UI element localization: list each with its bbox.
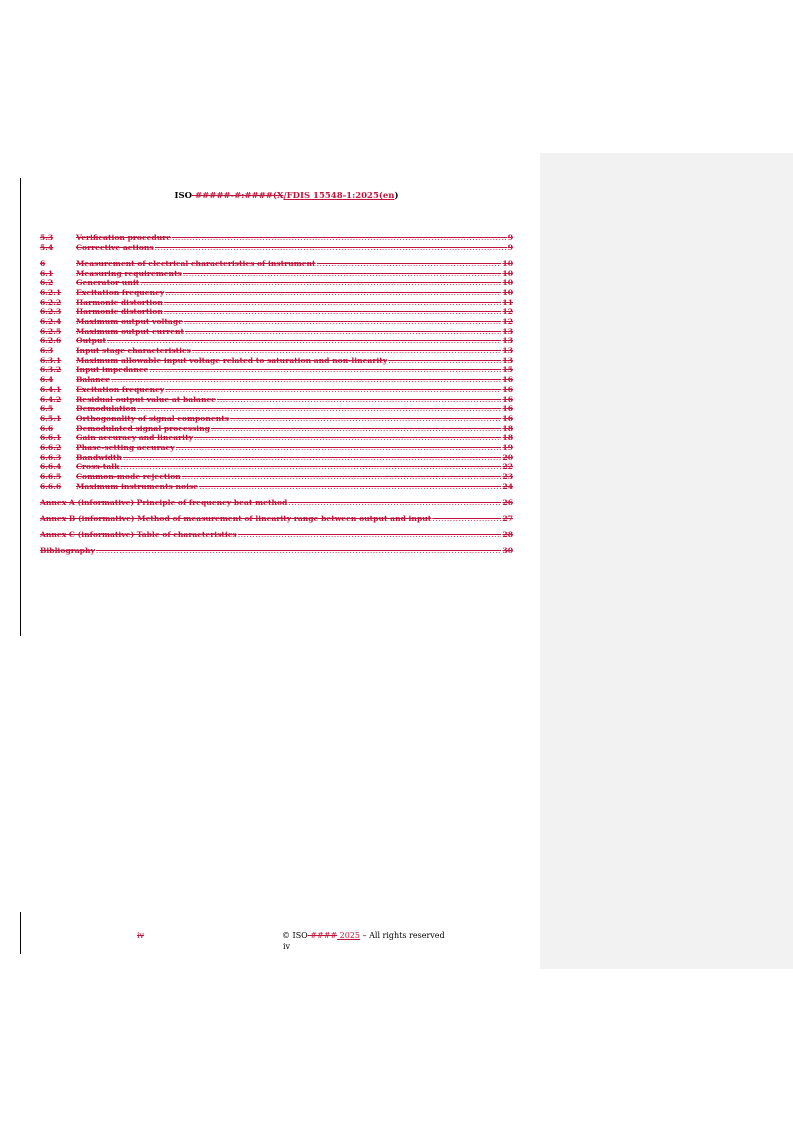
toc-entry[interactable] — [40, 317, 513, 327]
toc-entry-page: 18 — [502, 433, 513, 443]
toc-entry-page: 30 — [502, 546, 513, 556]
toc-entry-title: Residual output value at balance — [76, 394, 216, 404]
toc-entry-title: Harmonic distortion — [76, 307, 163, 317]
toc-entry-page: 12 — [502, 317, 513, 326]
toc-entry-title: Harmonic distortion — [76, 297, 163, 307]
document-header — [60, 191, 513, 201]
toc-dot-leader — [192, 346, 501, 356]
toc-dot-leader — [165, 385, 501, 395]
toc-entry-title: Maximum output voltage — [76, 317, 183, 326]
toc-entry-page: 10 — [502, 258, 513, 268]
toc-entry-title: Annex B (informative) Method of measurement of linearity range between output and input — [40, 514, 432, 524]
toc-entry[interactable] — [40, 530, 513, 540]
toc-entry[interactable] — [40, 404, 513, 414]
change-bar-top — [20, 178, 21, 636]
toc-entry-number: 6.1 — [40, 268, 54, 278]
toc-entry[interactable] — [40, 288, 513, 298]
toc-entry[interactable] — [40, 278, 513, 288]
toc-entry[interactable] — [40, 346, 513, 356]
toc-dot-leader — [238, 530, 502, 540]
toc-dot-leader — [96, 546, 502, 556]
toc-dot-leader — [120, 462, 501, 472]
toc-entry[interactable] — [40, 462, 513, 472]
toc-entry-page: 16 — [502, 404, 513, 414]
footer-inserted-year: 2025 — [337, 931, 361, 940]
footer-page-number: iv — [283, 942, 291, 951]
header-closing: ) — [394, 191, 399, 201]
toc-entry-page: 10 — [502, 278, 513, 288]
header-iso: ISO — [174, 191, 192, 201]
toc-entry-number: 6.2.1 — [40, 287, 62, 297]
toc-entry-title: Maximum instruments noise — [76, 481, 199, 491]
toc-entry-number: 5.3 — [40, 233, 54, 242]
toc-entry-page: 9 — [507, 242, 513, 252]
comment-pane — [540, 153, 793, 969]
toc-entry-page: 24 — [502, 481, 513, 491]
toc-entry-page: 19 — [502, 442, 513, 452]
toc-entry-page: 13 — [502, 346, 513, 356]
toc-entry-page: 22 — [502, 462, 513, 472]
table-of-contents — [40, 233, 513, 556]
toc-entry-title: Maximum allowable input voltage related to saturation and non-linearity — [76, 355, 388, 365]
toc-entry[interactable] — [40, 259, 513, 269]
toc-entry-page: 28 — [502, 530, 513, 540]
toc-entry[interactable] — [40, 514, 513, 524]
toc-entry-page: 26 — [502, 497, 513, 507]
toc-entry-page: 16 — [502, 384, 513, 394]
toc-entry-number: 6.3.1 — [40, 355, 62, 365]
toc-entry-title: Measurement of electrical characteristics of instrument — [76, 258, 316, 268]
toc-entry-number: 6.6 — [40, 423, 54, 433]
toc-dot-leader — [288, 498, 501, 508]
toc-entry[interactable] — [40, 482, 513, 492]
toc-entry-page: 9 — [507, 233, 513, 242]
toc-entry[interactable] — [40, 307, 513, 317]
toc-entry[interactable] — [40, 298, 513, 308]
toc-entry-page: 10 — [502, 287, 513, 297]
toc-entry-title: Cross-talk — [76, 462, 120, 472]
toc-entry[interactable] — [40, 336, 513, 346]
toc-entry-title: Input impedance — [76, 365, 149, 375]
toc-entry-page: 18 — [502, 423, 513, 433]
toc-entry-title: Input stage characteristics — [76, 346, 191, 356]
toc-entry[interactable] — [40, 414, 513, 424]
toc-entry-number: 6.3 — [40, 346, 54, 356]
toc-entry-number: 6.2.4 — [40, 317, 62, 326]
toc-entry-page: 20 — [502, 452, 513, 462]
toc-entry-number: 6.6.5 — [40, 472, 62, 481]
footer-copyright: © ISO — [282, 931, 308, 940]
toc-entry-number: 6 — [40, 258, 46, 268]
toc-dot-leader — [165, 288, 501, 298]
toc-entry-title: Bandwidth — [76, 452, 122, 462]
toc-entry[interactable] — [40, 269, 513, 279]
toc-entry[interactable] — [40, 385, 513, 395]
toc-entry[interactable] — [40, 375, 513, 385]
toc-dot-leader — [183, 269, 502, 279]
toc-dot-leader — [137, 404, 501, 414]
toc-entry-page: 27 — [502, 514, 513, 524]
toc-entry[interactable] — [40, 443, 513, 453]
toc-entry-number: 6.4.1 — [40, 384, 62, 394]
toc-entry-title: Common-mode rejection — [76, 472, 181, 481]
toc-entry-title: Verification procedure — [76, 233, 172, 242]
toc-entry-number: 6.2 — [40, 278, 54, 288]
page-footer — [137, 931, 445, 951]
toc-entry-title: Phase-setting accuracy — [76, 442, 175, 452]
toc-entry-title: Annex A (informative) Principle of frequency beat method — [40, 497, 288, 507]
toc-entry-title: Generator unit — [76, 278, 140, 288]
toc-dot-leader — [140, 278, 501, 288]
toc-entry-number: 6.4 — [40, 375, 54, 385]
toc-entry-title: Gain accuracy and linearity — [76, 433, 193, 443]
toc-entry-page: 10 — [502, 268, 513, 278]
toc-entry-page: 16 — [502, 375, 513, 385]
toc-entry-page: 11 — [502, 297, 513, 307]
toc-entry[interactable] — [40, 233, 513, 243]
toc-entry[interactable] — [40, 395, 513, 405]
footer-rights: – All rights reserved — [360, 931, 445, 940]
toc-entry-number: 6.2.5 — [40, 326, 62, 336]
footer-deleted-page: iv — [137, 931, 145, 940]
footer-deleted-year: #### — [307, 931, 338, 940]
toc-entry-number: 6.4.2 — [40, 394, 62, 404]
toc-dot-leader — [164, 298, 502, 308]
toc-dot-leader — [388, 356, 501, 366]
toc-dot-leader — [185, 327, 501, 337]
toc-entry-title: Demodulated signal processing — [76, 423, 210, 433]
toc-dot-leader — [317, 259, 502, 269]
toc-dot-leader — [182, 472, 502, 482]
toc-entry-title: Output — [76, 336, 106, 346]
toc-entry[interactable] — [40, 243, 513, 253]
toc-entry-number: 6.5 — [40, 404, 54, 414]
toc-entry-title: Measuring requirements — [76, 268, 182, 278]
toc-entry-number: 6.5.1 — [40, 413, 62, 423]
toc-entry-number: 6.2.2 — [40, 297, 62, 307]
toc-entry[interactable] — [40, 327, 513, 337]
toc-entry-number: 6.3.2 — [40, 365, 62, 375]
toc-entry-title: Demodulation — [76, 404, 137, 414]
toc-entry[interactable] — [40, 424, 513, 434]
toc-entry[interactable] — [40, 453, 513, 463]
toc-entry-title: Bibliography — [40, 546, 95, 556]
toc-entry-page: 13 — [502, 336, 513, 346]
header-inserted-ref: /FDIS 15548-1:2025(en — [283, 191, 395, 201]
toc-entry-page: 16 — [502, 394, 513, 404]
toc-entry-page: 16 — [502, 413, 513, 423]
toc-entry-page: 15 — [502, 365, 513, 375]
toc-entry-page: 13 — [502, 326, 513, 336]
toc-entry-page: 13 — [502, 355, 513, 365]
toc-dot-leader — [194, 433, 501, 443]
toc-dot-leader — [432, 514, 501, 524]
toc-entry[interactable] — [40, 433, 513, 443]
toc-entry[interactable] — [40, 472, 513, 482]
footer-copyright-line — [137, 931, 445, 940]
header-deleted-ref: #####-#:####(X — [192, 191, 284, 201]
toc-entry[interactable] — [40, 546, 513, 556]
toc-entry-number: 6.6.6 — [40, 481, 62, 491]
toc-entry-title: Corrective actions — [76, 242, 154, 252]
toc-entry-title: Excitation frequency — [76, 384, 165, 394]
toc-dot-leader — [230, 414, 501, 424]
toc-dot-leader — [149, 365, 501, 375]
toc-entry-page: 23 — [502, 472, 513, 481]
toc-entry-title: Orthogonality of signal components — [76, 413, 230, 423]
toc-entry[interactable] — [40, 356, 513, 366]
toc-entry-title: Balance — [76, 375, 111, 385]
toc-dot-leader — [217, 395, 501, 405]
toc-entry-number: 6.2.3 — [40, 307, 62, 317]
change-bar-footer — [20, 912, 21, 954]
toc-dot-leader — [199, 482, 501, 492]
toc-entry-number: 6.6.2 — [40, 442, 62, 452]
toc-dot-leader — [172, 233, 507, 243]
toc-entry-number: 5.4 — [40, 242, 54, 252]
toc-entry-number: 6.6.1 — [40, 433, 62, 443]
toc-entry[interactable] — [40, 498, 513, 508]
toc-entry-title: Annex C (informative) Table of characteristics — [40, 530, 237, 540]
toc-dot-leader — [164, 307, 502, 317]
toc-dot-leader — [107, 336, 501, 346]
toc-entry-number: 6.6.4 — [40, 462, 62, 472]
toc-entry-title: Maximum output current — [76, 326, 185, 336]
toc-dot-leader — [155, 243, 507, 253]
toc-dot-leader — [184, 317, 501, 327]
toc-entry-title: Excitation frequency — [76, 287, 165, 297]
toc-entry-page: 12 — [502, 307, 513, 317]
toc-dot-leader — [211, 424, 501, 434]
toc-dot-leader — [123, 453, 501, 463]
toc-entry-number: 6.2.6 — [40, 336, 62, 346]
toc-entry[interactable] — [40, 365, 513, 375]
toc-entry-number: 6.6.3 — [40, 452, 62, 462]
toc-dot-leader — [111, 375, 501, 385]
toc-dot-leader — [176, 443, 502, 453]
